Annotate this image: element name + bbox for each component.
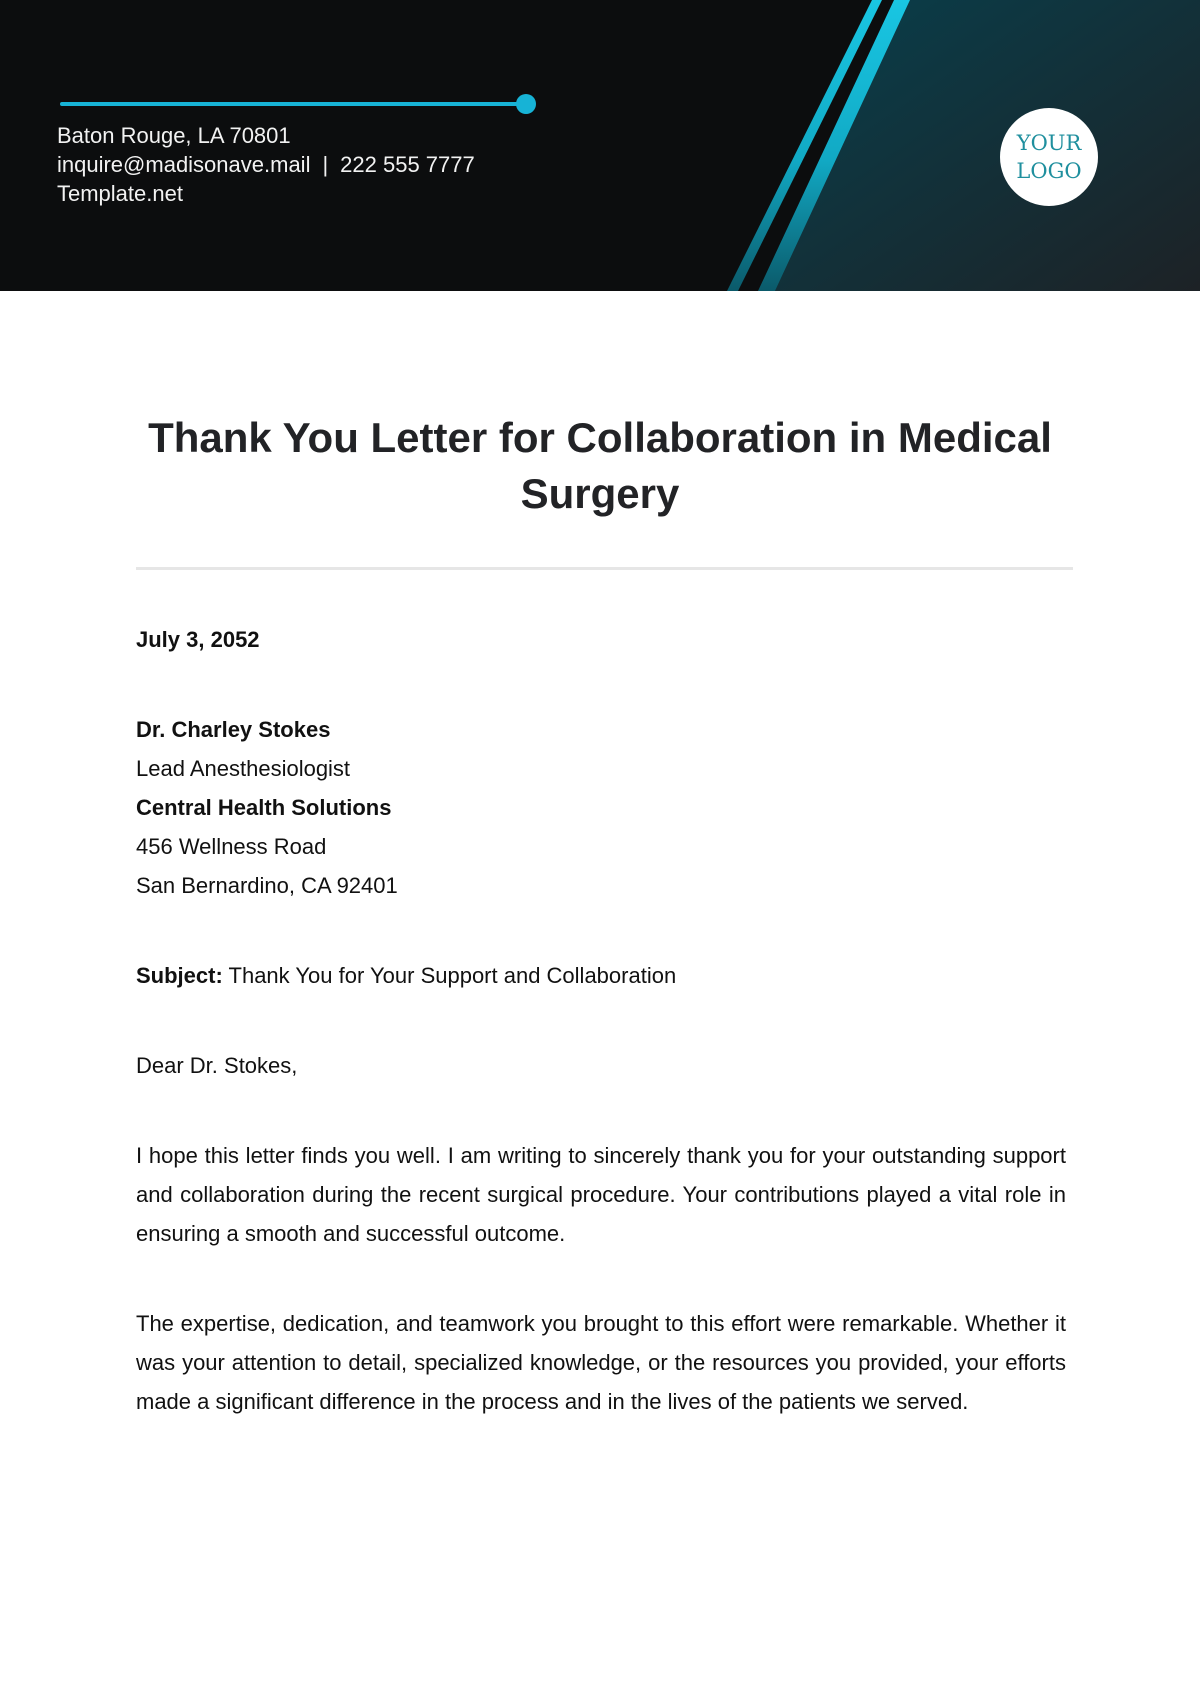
recipient-street: 456 Wellness Road (136, 834, 327, 859)
contact-separator: | (322, 152, 329, 177)
recipient-city: San Bernardino, CA 92401 (136, 873, 398, 898)
contact-website[interactable]: Template.net (57, 181, 183, 206)
paragraph-1: I hope this letter finds you well. I am writing to sincerely thank you for your outstanding support and collaboration during the recent surgical procedure. Your contributions played a vital role in ensuring a smooth and successful outcome. (136, 1143, 1066, 1246)
logo-text-line2: LOGO (1016, 159, 1082, 183)
contact-phone[interactable]: 222 555 7777 (340, 152, 475, 177)
paragraph-2: The expertise, dedication, and teamwork you brought to this effort were remarkable. Whether it was your attention to detail, specialized knowledge, or the resources you provided, your efforts made a significant difference in the process and in the lives of the patients we served. (136, 1311, 1066, 1414)
subject-line (136, 956, 1066, 995)
contact-email-phone (57, 150, 475, 179)
contact-accent-dot (516, 94, 536, 114)
date-text: July 3, 2052 (136, 627, 260, 652)
title-divider (136, 567, 1073, 570)
recipient-organization (136, 788, 1066, 827)
recipient-role: Lead Anesthesiologist (136, 756, 351, 781)
contact-block (57, 121, 475, 208)
salutation: Dear Dr. Stokes, (136, 1053, 298, 1078)
contact-address: Baton Rouge, LA 70801 (57, 123, 291, 148)
logo-text-line1: YOUR (1016, 131, 1082, 155)
recipient-name (136, 710, 1066, 749)
recipient-block (136, 710, 1066, 905)
recipient-name-text: Dr. Charley Stokes (136, 717, 331, 742)
company-logo (1000, 108, 1098, 206)
contact-accent-line (60, 102, 526, 106)
recipient-organization-text: Central Health Solutions (136, 795, 392, 820)
letterhead-header (0, 0, 1200, 291)
letter-body (136, 620, 1066, 1421)
subject-text: Thank You for Your Support and Collaboration (228, 963, 677, 988)
subject-label: Subject: (136, 963, 223, 988)
letter-date (136, 620, 1066, 659)
letter-title: Thank You Letter for Collaboration in Medical Surgery (148, 414, 1052, 517)
contact-email[interactable]: inquire@madisonave.mail (57, 152, 311, 177)
